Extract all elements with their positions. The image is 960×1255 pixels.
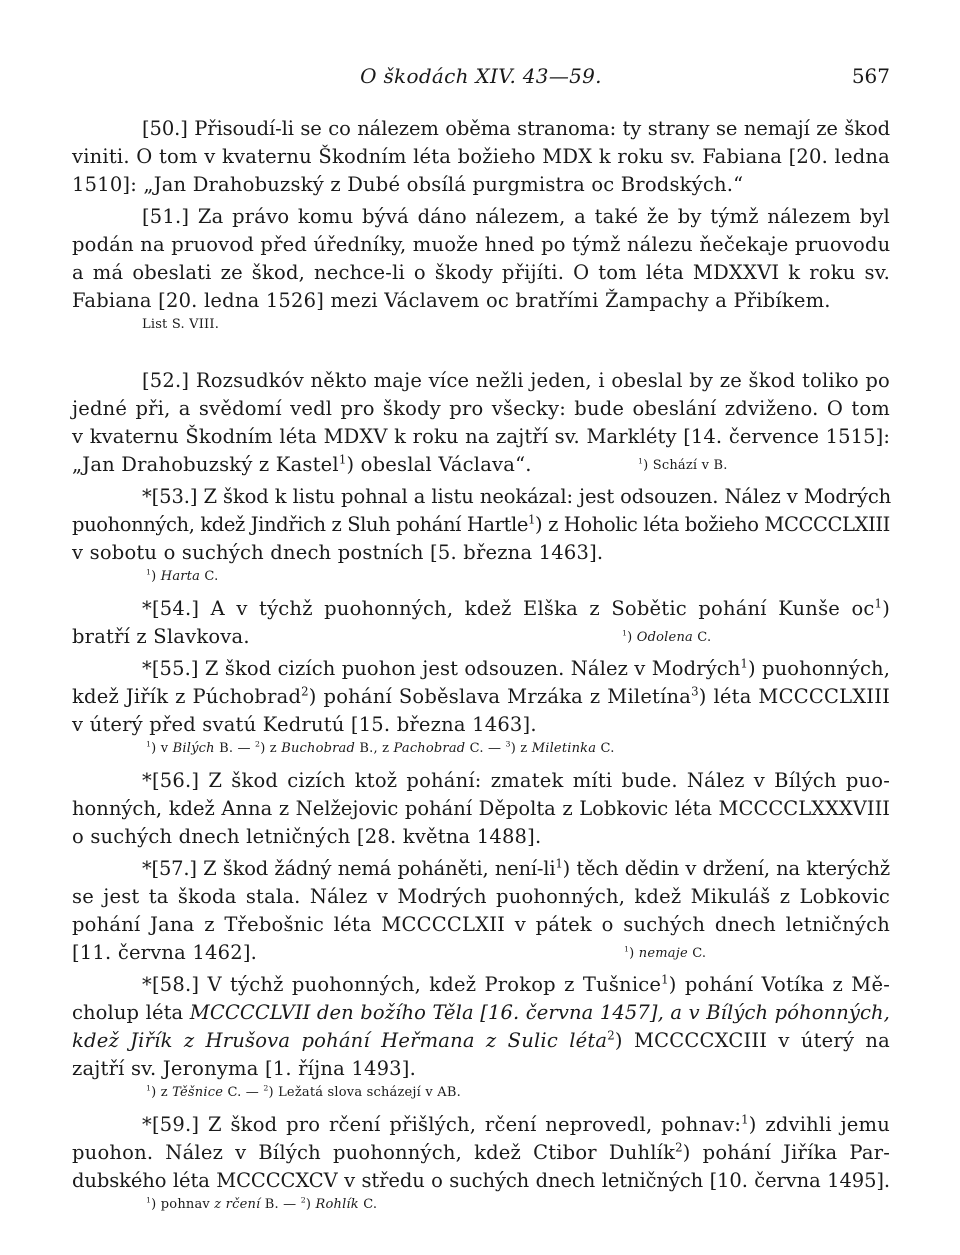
footnote-text: C. — xyxy=(465,741,506,756)
paragraph-52-line-3: v kvaternu Škodním léta MDXV k roku na zajtří sv. Markléty [14. července 1515]: xyxy=(72,425,890,448)
paragraph-54-line-1 xyxy=(142,595,890,623)
paragraph-55-line-1 xyxy=(142,655,890,683)
text-fragment: *[59.] Z škod pro rčení přišlých, rčení neprovedl, pohnav: xyxy=(142,1113,742,1136)
footnote-53 xyxy=(146,567,218,587)
footnote-text: ) z xyxy=(510,741,532,756)
footnote-text: ) v xyxy=(151,741,173,756)
footnote-text: C. xyxy=(358,1197,378,1212)
text-fragment: ) zdvihli jemu xyxy=(748,1113,891,1136)
page-number: 567 xyxy=(851,64,890,88)
footnote-text-italic: Harta xyxy=(160,569,201,584)
footnote-text-italic: Miletinka xyxy=(531,741,597,756)
paragraph-55-line-2 xyxy=(72,683,890,711)
paragraph-59-line-3: dubského léta MCCCCXCV v středu o suchých dnech letničných [10. června 1495]. xyxy=(72,1169,890,1192)
text-fragment: cholup léta xyxy=(72,1001,190,1024)
paragraph-51-line-1: [51.] Za právo komu bývá dáno nálezem, a také že by týmž nálezem byl xyxy=(142,205,890,228)
paragraph-50-line-1: [50.] Přisoudí-li se co nálezem oběma stranoma: ty strany se nemají ze škod xyxy=(142,117,890,140)
paragraph-56-line-3: o suchých dnech letničných [28. května 1488]. xyxy=(72,825,542,848)
running-head-title: O škodách XIV. 43—59. xyxy=(360,64,602,88)
paragraph-51-line-3: a má obeslati ze škod, nechce-li o škody přijíti. O tom léta MDXXVI k roku sv. xyxy=(72,261,890,284)
footnote-marker: 2 xyxy=(675,1140,683,1155)
footnote-text-italic: Odolena xyxy=(636,630,693,645)
footnote-number: 2 xyxy=(300,1195,306,1205)
paragraph-58-line-1 xyxy=(142,971,890,999)
footnote-text: B. — xyxy=(214,741,256,756)
paragraph-58-line-2 xyxy=(72,999,890,1027)
footnote-text: C. — xyxy=(223,1085,264,1100)
text-fragment: *[57.] Z škod žádný nemá poháněti, není-li xyxy=(142,857,556,880)
list-reference: List S. VIII. xyxy=(142,317,220,332)
footnote-marker: 2 xyxy=(607,1028,615,1043)
text-fragment: ) pohání Votíka z Mě- xyxy=(668,973,890,996)
footnote-57 xyxy=(624,944,706,964)
footnote-52 xyxy=(638,456,728,476)
text-fragment: ) xyxy=(882,597,890,620)
footnote-marker: 2 xyxy=(301,684,309,699)
footnote-text-italic: Těšnice xyxy=(172,1085,224,1100)
text-fragment: *[58.] V týchž puohonných, kdež Prokop z Tušnice xyxy=(142,973,662,996)
paragraph-53-line-1: *[53.] Z škod k listu pohnal a listu neokázal: jest odsouzen. Nález v Modrých xyxy=(142,485,892,508)
footnote-number: 2 xyxy=(263,1083,269,1093)
paragraph-50-line-3: 1510]: „Jan Drahobuzský z Dubé obsílá purgmistra oc Brodských.“ xyxy=(72,173,744,196)
footnote-marker: 1 xyxy=(741,1112,749,1127)
paragraph-57-line-1 xyxy=(142,855,890,883)
footnotes-59 xyxy=(146,1195,377,1215)
italic-text-fragment: MCCCCLVII den božího Těla [16. června 1457], a v Bílých póhonných, xyxy=(189,1001,890,1024)
footnote-number: 3 xyxy=(505,739,511,749)
footnote-text: C. xyxy=(692,630,712,645)
text-fragment: kdež Jiřík z Púchobrad xyxy=(72,685,302,708)
text-fragment: ) pohání Soběslava Mrzáka z Miletína xyxy=(308,685,692,708)
paragraph-59-line-2 xyxy=(72,1139,890,1167)
paragraph-52-line-1: [52.] Rozsudkóv někto maje více nežli jeden, i obeslal by ze škod toliko po xyxy=(142,369,890,392)
footnote-text: C. xyxy=(200,569,219,584)
paragraph-52-line-4 xyxy=(72,451,890,479)
footnote-text-italic: Bilých xyxy=(172,741,215,756)
footnotes-58 xyxy=(146,1083,461,1103)
footnote-number: 1 xyxy=(146,739,152,749)
footnote-number: 1 xyxy=(146,567,152,577)
footnote-text: ) xyxy=(627,630,637,645)
paragraph-53-line-2 xyxy=(72,511,890,539)
footnote-text: ) xyxy=(305,1197,316,1212)
footnotes-55 xyxy=(146,739,615,759)
footnote-text: ) xyxy=(151,569,161,584)
paragraph-58-line-3 xyxy=(72,1027,890,1055)
footnote-number: 1 xyxy=(622,628,628,638)
text-fragment: „Jan Drahobuzský z Kastel xyxy=(72,453,339,476)
footnote-marker: 1 xyxy=(874,596,883,611)
footnote-text-italic: nemaje xyxy=(638,946,688,961)
paragraph-51-line-2: podán na pruovod před úředníky, muože hned po týmž nálezu ňečekaje pruovodu xyxy=(72,233,891,256)
paragraph-55-line-3: v úterý před svatú Kedrutú [15. března 1463]. xyxy=(72,713,537,736)
footnote-text-italic: Rohlík xyxy=(315,1197,359,1212)
footnote-number: 2 xyxy=(255,739,261,749)
footnote-marker: 3 xyxy=(691,684,699,699)
text-fragment: ) pohání Jiříka Par- xyxy=(682,1141,890,1164)
footnote-text: ) z xyxy=(151,1085,173,1100)
paragraph-53-line-3: v sobotu o suchých dnech postních [5. března 1463]. xyxy=(72,541,604,564)
footnote-number: 1 xyxy=(638,456,644,466)
text-fragment: ) obeslal Václava“. xyxy=(346,453,532,476)
footnote-marker: 1 xyxy=(527,512,536,527)
footnote-text: ) pohnav xyxy=(151,1197,215,1212)
paragraph-57-line-4: [11. června 1462]. xyxy=(72,941,258,964)
footnote-text-italic: z rčení xyxy=(214,1197,261,1212)
paragraph-56-line-1: *[56.] Z škod cizích ktož pohání: zmatek míti bude. Nález v Bílých puo- xyxy=(142,769,890,792)
footnote-54 xyxy=(622,628,711,648)
footnote-text: C. xyxy=(687,946,707,961)
text-fragment: *[55.] Z škod cizích puohon jest odsouzen. Nález v Modrých xyxy=(142,657,741,680)
text-fragment: ) léta MCCCCLXIII xyxy=(698,685,891,708)
footnote-marker: 1 xyxy=(740,656,748,671)
paragraph-59-line-1 xyxy=(142,1111,890,1139)
paragraph-56-line-2: honných, kdež Anna z Nelžejovic pohání Děpolta z Lobkovic léta MCCCCLXXXVIII xyxy=(72,797,890,820)
paragraph-51-line-4: Fabiana [20. ledna 1526] mezi Václavem oc bratřími Žampachy a Přibíkem. xyxy=(72,289,831,312)
text-fragment: ) puohonných, xyxy=(747,657,890,680)
paragraph-54-line-2: bratří z Slavkova. xyxy=(72,625,250,648)
footnote-number: 1 xyxy=(624,944,630,954)
footnote-marker: 1 xyxy=(661,972,669,987)
text-fragment: ) MCCCCXCIII v úterý na xyxy=(614,1029,890,1052)
text-fragment: puohon. Nález v Bílých puohonných, kdež Ctibor Duhlík xyxy=(72,1141,676,1164)
footnote-number: 1 xyxy=(146,1083,152,1093)
footnote-text-italic: Pachobrad xyxy=(393,741,466,756)
paragraph-57-line-3: pohání Jana z Třebošnic léta MCCCCLXII v pátek o suchých dnech letničných xyxy=(72,913,890,936)
footnote-text: B., z xyxy=(355,741,394,756)
text-fragment: puohonných, kdež Jindřich z Sluh pohání Hartle xyxy=(72,513,528,536)
paragraph-52-line-2: jedné při, a svědomí vedl pro škody pro všecky: bude obeslání zdviženo. O tom xyxy=(72,397,890,420)
footnote-text: B. — xyxy=(260,1197,301,1212)
text-fragment: ) těch dědin v držení, na kterýchž xyxy=(562,857,890,880)
footnote-marker: 1 xyxy=(555,856,563,871)
footnote-text: ) Schází v B. xyxy=(643,458,728,473)
footnote-text: C. xyxy=(596,741,615,756)
italic-text-fragment: kdež Jiřík z Hrušova pohání Heřmana z Sulic léta xyxy=(72,1029,608,1052)
footnote-text: ) z xyxy=(260,741,282,756)
running-head xyxy=(72,64,890,90)
paragraph-57-line-2: se jest ta škoda stala. Nález v Modrých puohonných, kdež Mikuláš z Lobkovic xyxy=(72,885,890,908)
text-fragment: ) z Hoholic léta božieho MCCCCLXIII xyxy=(535,513,890,536)
footnote-text-italic: Buchobrad xyxy=(281,741,356,756)
footnote-text: ) xyxy=(629,946,639,961)
paragraph-58-line-4: zajtří sv. Jeronyma [1. října 1493]. xyxy=(72,1057,416,1080)
footnote-text: ) Ležatá slova scházejí v AB. xyxy=(268,1085,461,1100)
footnote-number: 1 xyxy=(146,1195,152,1205)
footnote-marker: 1 xyxy=(338,452,347,467)
paragraph-50-line-2: viniti. O tom v kvaternu Škodním léta božieho MDX k roku sv. Fabiana [20. ledna xyxy=(72,145,890,168)
text-fragment: *[54.] A v týchž puohonných, kdež Elška z Sobětic pohání Kunše oc xyxy=(142,597,875,620)
